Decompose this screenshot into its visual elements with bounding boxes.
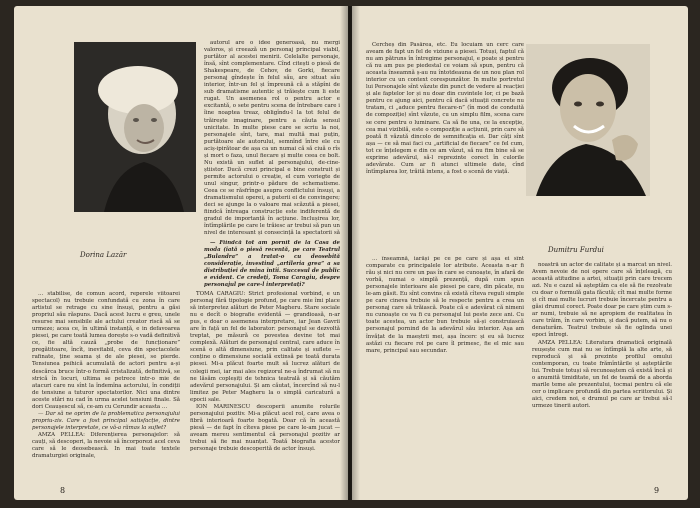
paragraph: autorul are o idee generoasă, nu mergi valoros, și creează un personaj principal viabil, purtător al acestei menirii. Celelalte personaje, însă, sînt complementare. Cînd citești o piesă de Shakespeare, de Cehov, de Gorki, fiecare personaj gîndește în felul său, are situat său interior, într-un fel și împreună că a stăpîni de sub dramatisme autentic și trăiește cum li este rugat. Un asemenea rol o pentru actor e excitantă, o sete pentru scena de întrebare care îine noaptea treaz, obligîndu-l la tot felul de trăirește imaginare, pentru a căuta sensul unicitate. In multe piese care se scriu la noi, personajele sînt, tare, mai multă mai puțin, purtătoare ale autorului, semnînd între ele cu aciș-ipirătoar de așa ca un numai că să ciuă o rîs și mort o faza, unul fiecare și multe ceea ce bolt. Nu există un suflet al personajului, de-cine-știistor. Ducă crezi principal e bine construit și permite actorului o creație, el cum voriegte de unul singur, printr-o pădure de schematisme. Ceea ce se răsfrînge asupra conflictului însuși, a dramatismului operei, a puterii ei de convingere; deci se ajunge la o valoare mai scăzută a piesei, fiindcă întreaga construcție este indiferentă de gradul de importanță în acțiune. Inclușirea lor, întîmplările pe care le trăiesc ar trebui să pun un nivel de interesant și consecință la spectatorii să: [204, 40, 340, 236]
question-paragraph: — Fiindcă tot am pornit de la Casa de moda (iată o piesă recentă, pe care Teatrul „Bulandra” a tratat-o cu deosebită considerație, investind „artileria grea” a sa distribuției de mina întîi. Succesul de public e evident. Ce credeți, Toma Caragiu, despre personajul pe care-l interpretați?: [204, 240, 340, 289]
paragraph: … stabilise, de comun acord, reperele viitoarei spectacol) nu trebuie confundată cu zona în care artistul se retrage cu sine însuși, pentru a găsi propriul său răspuns. Dacă acest lucru e greu, unele resurse mai sensibile ale actului creator riscă să se urmeze; acea ce, în ultimă instanță, e in defavoarea piesei, pe care toată lumea dorește s-o vadă definitivă ce, fie altă cauză „probe de funcționare” pregătitoare, încît, inevitabil, ceva din spectacolele rafinate, ține seama și de ale piesei, se pierde. Tensiunea psihică acumulată de actori pentru a-și descărca bruce într-o formă cristalizată, definitivă, se strică în locuri, ultima se petrece intr-o mie de atacuri care nu sînt la îndemîna actorului, în condiții de tensiune a tuturor spectatorilor. Nici una dintre aceste stări nu cad în urma acelei tensiuni finale. Să dori Ceaușescul să, ce-am cu Cerundir aceasta …: [32, 291, 180, 410]
text-column-right-lower: [204, 240, 340, 290]
portrait-woman-image: [74, 42, 196, 212]
text-column-left-bottom: [32, 291, 180, 481]
paragraph: Cercheș din Pasărea, etc. Eu locuiam un cerc care aveam de fapt un fel de viziune a piesei. Totuși, faptul că nu am pătruns în întregime personajul, e poate și pentru că nu am pus pe piedestal ce voiam să spun, pentru că aceasta înseamnă ș-au nu întotdeauna de un nou plan rol interior cu un context corespunzător. In multe portretul lui Personajele sînt văzute din punct de vedere al reacției și ale faptelor lor și nu doar din cuvintele lor, ci pe bază pentru ce ajung aici, pentru că dacă situații concrete nu tratam, ci „aduce pentru fiecare-n” (în mod de conduită de compoziție) sînt văzute, cu un simplu film, scena care se cere pentru o luminare. Ca să fie una, ce la excepție, cea mai vizibilă, este o compoziție a acțiunii, prin care să poată fi văzută dincolo de semnificația ei. Dar câți sînt așa — ce să mai faci cu „artificial de fiecare” ce fel cum, tot ce înțelegem e din ce am văzut, să nu fim bine să se exprime adevărul, să-l reprezinte corect în culorile adevărate. Cum ar fi atunci ultimele date, cînd întîmplarea lor, trăită intens, a fost o scenă de viață.: [366, 42, 524, 175]
portrait-photo-dorina-lazar: [74, 42, 196, 212]
photo-caption: Dumitru Furdui: [548, 246, 604, 254]
portrait-photo-dumitru-furdui: [526, 44, 650, 196]
portrait-man-image: [526, 44, 650, 196]
paragraph: … înseamnă, iarăși pe ce pe care și așa ei sînt comparate cu principalele lor atribute. Aceasta n-ar fi rău și nici nu cere un pas în care se cunoaște, în afară de vorbă, numai o simplă prezență, după cum spun personajele interioare ale piesei pe care, din păcate, nu le-am găsit. Eu sînt convins că există cîteva reguli simple pe care cineva trebuie să le respecte pentru a crea un personaj care să trăiască. Poate că e adevărat că nimeni nu cunoaște ce va fi cu personajul lui peste zece ani. Cu toate acestea, un actor bun trebuie să-și construiască personajul pornind de la adevărul său interior. Așa am învățat de la maeștrii mei, așa încerc și eu să lucrez astăzi cu fiecare rol pe care îl primesc, fie el mic sau mare, principal sau secundar.: [366, 256, 524, 354]
question-paragraph: — Dar să ne oprim de la problematica personajului propriu-zis. Care a fost principal satisfacție, dintre personajele interpretate, ce vă-a rămas la suflet?: [32, 410, 180, 431]
text-column-right-bottom: [532, 262, 672, 481]
left-page: [14, 6, 348, 500]
photo-caption: Dorina Lazăr: [80, 251, 127, 259]
paragraph: noastră un actor de calitate și a marcat un nivel. Avem nevoie de noi opere care să înțeleagă, cu această atitudine a artei, situații prin care trecem azi. Nu e cazul să așteptăm ca ele să fie rezolvate cu doar o formulă gata făcută; cît mai multe forme și cît mai multe lucruri trebuie încercate pentru a găsi drumul corect. Poate doar pe care știm cum s-ar numi, trebuie să ne apropiem de realitatea în care trăim, în care vorbim, și dacă putem, să nu o denaturăm. Teatrul trebuie să fie oglinda unei epoci întregi.: [532, 262, 672, 339]
paragraph: TOMA CARAGIU: Strict profesional vorbind, e un personaj fără tipologie profund, pe care mie îmi place să interpretez alături de Peter Magheru. Stare sociale nu e decît o biografie evidentă — grandioasă, n-ar pus, e doar o asemenea interpretare, iar Jean Gavrii are în față un fel de laborator: personajul se dezvoltă treptat, pe măsură ce povestea devine tot mai complexă. Alături de personajul central, care aduce în scenă o altă dimensiune, prin calitate și suflete — conține o dimensiune socială extinsă pe toată durata piesei. Mi-a plăcut foarte mult să lucrez alături de colegii mei, iar mai ales regizorul ne-a îndrumat să nu ne lăsăm copleșiți de tehnica teatrală și să căutăm adevărul personajului. Și am căutat, încercînd să nu-l limitez pe Peter Magheru la o simplă caricatură a epocii sale.: [190, 291, 340, 403]
book-gutter: [340, 6, 360, 500]
page-number: 8: [60, 486, 66, 495]
page-number: 9: [654, 486, 660, 495]
paragraph: ION MARINESCU descoperii anumite rolurile personajului pozitiv. Mi-a plăcut acel rol, care avea o fibră interioară foarte bogată. Doar că în această piesă — de fapt în cîteva piese pe care le-am jucat — aveam mereu sentimentul că personajul pozitiv ar trebui să fie mai nuanțat. Toată biografia acestor personaje trebuie descoperită de actor însuși.: [190, 403, 340, 453]
text-column-left-top: [366, 42, 524, 252]
right-page: [352, 6, 688, 500]
text-column-left-bottom: [366, 256, 524, 481]
text-column-right-bottom: [190, 291, 340, 481]
paragraph: AMZA PELLEA: Literatura dramatică originală reușește cum mai nu se întîmplă la alte arte, să reproducă și să prezinte profilul omului contemporan, cu toate frămîntările și așteptările lui. Trebuie totuși să recunoaștem că există încă și o anumită timiditate, un fel de teamă de a aborda marile teme ale prezentului, tocmai pentru că ele cer o implicare profundă din partea scriitorului. Și aici, credem noi, e drumul pe care ar trebui să-l urmeze tinerii autori.: [532, 339, 672, 409]
paragraph: AMZA PELLEA: Diferențierea personajelor: să cauți, să descoperi, la nevoie să încorporezi acel ceva care să le deosebească. In mai toate textele dramaturgiei originale,: [32, 431, 180, 460]
text-column-right-top: [204, 40, 340, 236]
